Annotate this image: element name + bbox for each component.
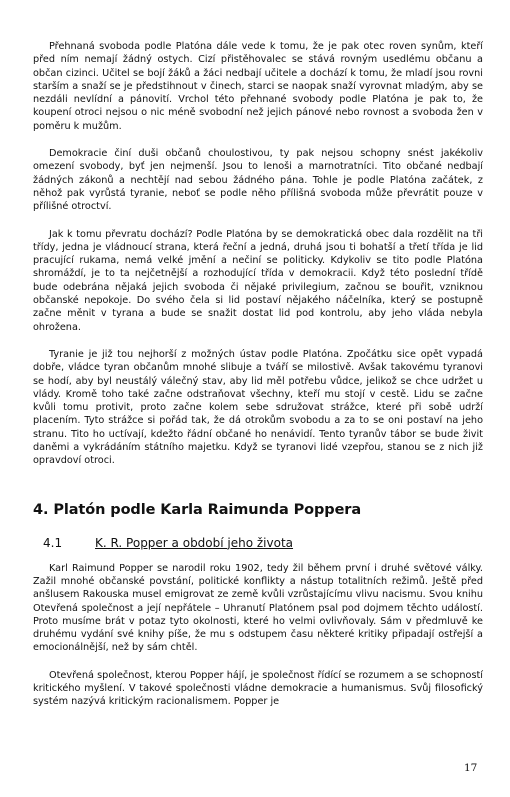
page-number: 17 bbox=[464, 762, 478, 774]
paragraph-open-society: Otevřená společnost, kterou Popper hájí, je společnost řídící se rozumem a se schopností kritického myšlení. V takové společnosti vládne demokracie a humanismus. Svůj filosofický systém nazývá kritickým racionalismem. Popper je bbox=[33, 669, 483, 708]
page-content bbox=[33, 40, 483, 723]
section-number: 4.1 bbox=[43, 535, 63, 550]
paragraph-popper-life: Karl Raimund Popper se narodil roku 1902, tedy žil během první i druhé světové války. Zažil mnohé občanské povstání, politické konflikty a nástup totalitních režimů. Ještě před anšlusem Rakouska musel emigrovat ze země kvůli vzrůstajícímu vlivu nacismu. Svou knihu Otevřená společnost a její nepřátele – Uhranutí Platónem psal pod dojmem těchto událostí. Proto musíme brát v potaz tyto okolnosti, které ho velmi ovlivňovaly. Sám v předmluvě ke druhému vydání své knihy píše, že mu s odstupem času některé kritiky připadají ostřejší a emocionálnější, než by sám chtěl. bbox=[33, 562, 483, 654]
paragraph-revolution-classes: Jak k tomu převratu dochází? Podle Platóna by se demokratická obec dala rozdělit na tři třídy, jedna je vládnoucí strana, která řeční a jedná, druhá jsou ti bohatší a třetí třída je lid pracující rukama, nemá velké jmění a nečiní se politicky. Kdykoliv se tito podle Platóna shromáždí, je to ta nejčetnější a rozhodující třída v demokracii. Když této poslední třídě bude odebrána nějaká jejich svoboda či nějaké privilegium, začnou se bouřit, vzniknou občanské nepokoje. Do svého čela si lid postaví nějakého náčelníka, který se postupně začne měnit v tyrana a bude se snažit dostat lid pod kontrolu, aby jeho vláda nebyla ohrožena. bbox=[33, 228, 483, 333]
chapter-heading: 4. Platón podle Karla Raimunda Poppera bbox=[33, 501, 362, 518]
paragraph-excessive-freedom: Přehnaná svoboda podle Platóna dále vede k tomu, že je pak otec roven synům, kteří před ním nemají žádný ostych. Cizí přistěhovalec se stává rovným usedlému občanu a občan cizinci. Učitel se bojí žáků a žáci nedbají učitele a dochází k tomu, že mladí jsou rovni starším a snaží se je předstihnout v činech, starci se naopak snaží vyrovnat mladým, aby se nezdáli nevlídní a pánovití. Vrchol této přehnané svobody podle Platóna je pak to, že koupení otroci nejsou o nic méně svobodní než jejich pánové nebo rovnost a svoboda žen v poměru k mužům. bbox=[33, 41, 483, 132]
paragraph-tyranny: Tyranie je již tou nejhorší z možných ústav podle Platóna. Zpočátku sice opět vypadá dobře, vládce tyran občanům mnohé slibuje a tváří se milostivě. Avšak takovému tyranovi se hodí, aby byl neustálý válečný stav, aby lid měl potřebu vůdce, jelikož se chce udržet u vlády. Kromě toho také začne odstraňovat všechny, kteří mu stojí v cestě. Lidu se začne kvůli tomu protivit, proto začne kolem sebe sdružovat strážce, které při sobě udrží placením. Tyto strážce si pořád tak, že dá otrokům svobodu a za to se oni postaví na jeho stranu. Tito ho uctívají, kdežto řádní občané ho nenávidí. Tento tyranův tábor se bude živit daněmi a vykrádáním státního majetku. Když se tyranovi lidé vzepřou, stanou se z nich již opravdoví otroci. bbox=[33, 348, 483, 467]
section-heading bbox=[33, 536, 483, 550]
paragraph-democracy-soul: Demokracie činí duši občanů choulostivou, ty pak nejsou schopny snést jakékoliv omezení svobody, byť jen nejmenší. Jsou to lenoši a marnotratníci. Tito občané nedbají žádných zákonů a nechtějí nad sebou žádného pána. Tohle je podle Platóna začátek, z něhož pak vyrůstá tyranie, neboť se podle něho přílišná svoboda může převrátit pouze v přílišné otroctví. bbox=[33, 148, 483, 213]
section-title: K. R. Popper a období jeho života bbox=[95, 535, 294, 550]
